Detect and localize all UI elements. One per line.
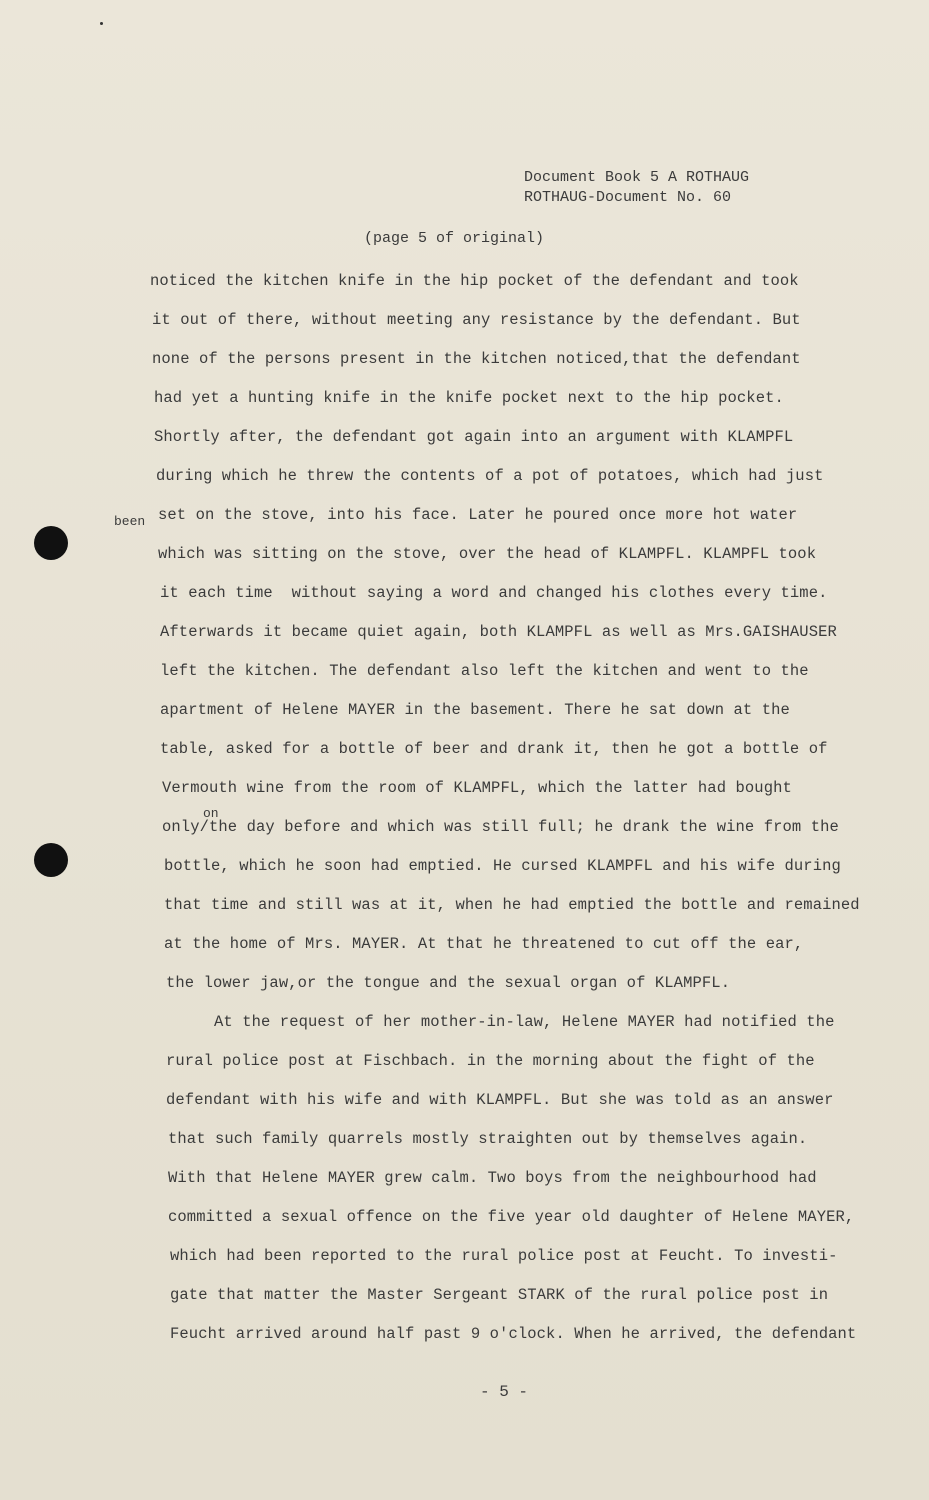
text-line: noticed the kitchen knife in the hip pocket of the defendant and took [150, 272, 799, 290]
text-line: Feucht arrived around half past 9 o'clock. When he arrived, the defendant [170, 1325, 857, 1343]
text-line: which was sitting on the stove, over the head of KLAMPFL. KLAMPFL took [158, 545, 817, 563]
page-number: - 5 - [480, 1383, 529, 1401]
text-line: had yet a hunting knife in the knife pocket next to the hip pocket. [154, 389, 784, 407]
text-line: during which he threw the contents of a pot of potatoes, which had just [156, 467, 824, 485]
text-line: defendant with his wife and with KLAMPFL. But she was told as an answer [166, 1091, 834, 1109]
document-header [524, 168, 749, 208]
text-line: none of the persons present in the kitchen noticed,that the defendant [152, 350, 801, 368]
text-line: bottle, which he soon had emptied. He cursed KLAMPFL and his wife during [164, 857, 841, 875]
text-line: which had been reported to the rural police post at Feucht. To investi- [170, 1247, 838, 1265]
text-line: the lower jaw,or the tongue and the sexual organ of KLAMPFL. [166, 974, 731, 992]
text-line: set on the stove, into his face. Later he poured once more hot water [158, 506, 798, 524]
page-reference: (page 5 of original) [364, 230, 545, 247]
text-line: it each time without saying a word and changed his clothes every time. [160, 584, 828, 602]
text-line: At the request of her mother-in-law, Helene MAYER had notified the [214, 1013, 835, 1031]
text-line: left the kitchen. The defendant also left the kitchen and went to the [160, 662, 809, 680]
text-line: that such family quarrels mostly straighten out by themselves again. [168, 1130, 808, 1148]
text-line: at the home of Mrs. MAYER. At that he threatened to cut off the ear, [164, 935, 804, 953]
text-line: gate that matter the Master Sergeant STARK of the rural police post in [170, 1286, 829, 1304]
text-line: committed a sexual offence on the five year old daughter of Helene MAYER, [168, 1208, 855, 1226]
text-line: Afterwards it became quiet again, both KLAMPFL as well as Mrs.GAISHAUSER [160, 623, 837, 641]
text-line: Shortly after, the defendant got again into an argument with KLAMPFL [154, 428, 794, 446]
punch-hole-lower [34, 843, 68, 877]
text-line: rural police post at Fischbach. in the morning about the fight of the [166, 1052, 815, 1070]
header-line-1: Document Book 5 A ROTHAUG [524, 169, 750, 186]
text-line: only/the day before and which was still full; he drank the wine from the [162, 818, 839, 836]
ink-speck [100, 22, 103, 25]
margin-note: been [114, 514, 146, 529]
text-line: it out of there, without meeting any resistance by the defendant. But [152, 311, 801, 329]
text-line: apartment of Helene MAYER in the basement. There he sat down at the [160, 701, 790, 719]
text-line: that time and still was at it, when he had emptied the bottle and remained [164, 896, 860, 914]
text-line: table, asked for a bottle of beer and drank it, then he got a bottle of [160, 740, 828, 758]
punch-hole-upper [34, 526, 68, 560]
header-line-2: ROTHAUG-Document No. 60 [524, 189, 732, 206]
text-line: Vermouth wine from the room of KLAMPFL, which the latter had bought [162, 779, 792, 797]
interlinear-note: on [203, 806, 219, 821]
text-line: With that Helene MAYER grew calm. Two boys from the neighbourhood had [168, 1169, 817, 1187]
